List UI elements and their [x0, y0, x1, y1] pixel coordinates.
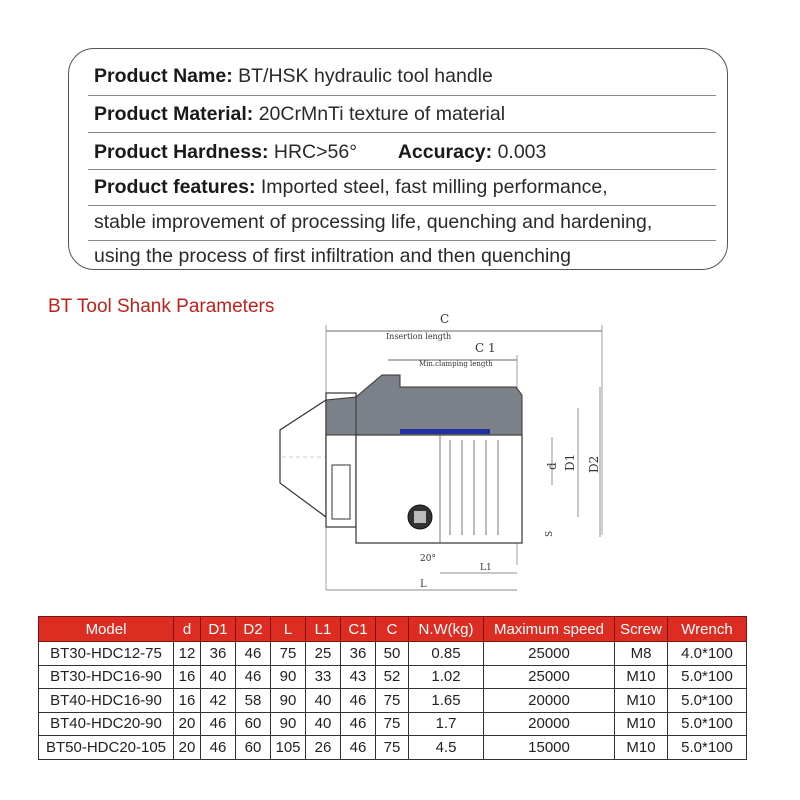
table-cell: 58 — [236, 689, 271, 713]
table-header-row — [39, 617, 747, 642]
table-cell: 60 — [236, 736, 271, 760]
table-cell: 90 — [271, 712, 306, 736]
table-cell: M8 — [615, 642, 668, 666]
header-max-speed: Maximum speed — [484, 617, 615, 642]
holder-body — [356, 435, 522, 543]
section-view — [356, 375, 522, 435]
header-d: d — [174, 617, 201, 642]
table-cell: 40 — [306, 712, 341, 736]
label-angle: 20° — [420, 554, 436, 564]
table-cell: 40 — [306, 689, 341, 713]
label-d: d — [545, 462, 559, 470]
table-cell: 36 — [201, 642, 236, 666]
table-cell: 36 — [341, 642, 376, 666]
table-cell: 105 — [271, 736, 306, 760]
table-cell: 46 — [201, 736, 236, 760]
table-body — [39, 642, 747, 760]
table-row — [39, 642, 747, 666]
table-cell: 46 — [341, 689, 376, 713]
header-d2: D2 — [236, 617, 271, 642]
product-features-text-2: stable improvement of processing life, quenching and hardening, — [94, 211, 653, 233]
table-cell: 15000 — [484, 736, 615, 760]
table-cell: BT50-HDC20-105 — [39, 736, 174, 760]
table-row — [39, 712, 747, 736]
table-cell: M10 — [615, 689, 668, 713]
divider — [88, 169, 716, 170]
product-features-line — [94, 171, 608, 203]
product-material-label: Product Material: — [94, 103, 254, 125]
table-cell: 33 — [306, 665, 341, 689]
table-cell: 25000 — [484, 665, 615, 689]
table-row — [39, 689, 747, 713]
header-l1: L1 — [306, 617, 341, 642]
table-cell: 75 — [271, 642, 306, 666]
table-cell: 75 — [376, 736, 409, 760]
divider — [88, 95, 716, 96]
label-insertion-length: Insertion length — [386, 332, 452, 341]
table-cell: 1.65 — [409, 689, 484, 713]
product-name-value: BT/HSK hydraulic tool handle — [238, 65, 493, 87]
table-cell: BT30-HDC12-75 — [39, 642, 174, 666]
table-cell: M10 — [615, 712, 668, 736]
product-features-label: Product features: — [94, 176, 256, 198]
flange-groove — [332, 465, 350, 519]
header-c: C — [376, 617, 409, 642]
label-d1: D1 — [563, 453, 577, 471]
table-cell: 42 — [201, 689, 236, 713]
section-view-flange — [326, 397, 356, 435]
table-cell: 12 — [174, 642, 201, 666]
header-d1: D1 — [201, 617, 236, 642]
table-cell: 46 — [236, 642, 271, 666]
table-cell: 46 — [341, 712, 376, 736]
product-material-line — [94, 98, 505, 130]
table-cell: 20000 — [484, 689, 615, 713]
table-cell: 0.85 — [409, 642, 484, 666]
table-cell: 20000 — [484, 712, 615, 736]
table-cell: 20 — [174, 712, 201, 736]
table-cell: 16 — [174, 689, 201, 713]
header-wrench: Wrench — [668, 617, 747, 642]
header-c1: C1 — [341, 617, 376, 642]
accuracy-label: Accuracy: — [397, 141, 493, 163]
accuracy-value: 0.003 — [497, 141, 547, 163]
table-row — [39, 665, 747, 689]
oil-chamber — [400, 429, 490, 434]
table-cell: 52 — [376, 665, 409, 689]
table-cell: 90 — [271, 689, 306, 713]
parameters-table — [38, 616, 747, 760]
label-d2: D2 — [587, 455, 601, 473]
product-hardness-value: HRC>56° — [273, 141, 357, 163]
screw-hex — [414, 511, 426, 523]
product-name-label: Product Name: — [94, 65, 233, 87]
table-cell: 25 — [306, 642, 341, 666]
divider — [88, 132, 716, 133]
table-cell: 50 — [376, 642, 409, 666]
table-cell: 1.7 — [409, 712, 484, 736]
table-cell: 26 — [306, 736, 341, 760]
product-hardness-line — [94, 136, 546, 168]
product-name-line — [94, 60, 493, 92]
table-cell: 75 — [376, 712, 409, 736]
table-cell: 60 — [236, 712, 271, 736]
product-hardness-label: Product Hardness: — [94, 141, 269, 163]
table-cell: 40 — [201, 665, 236, 689]
table-cell: 46 — [236, 665, 271, 689]
table-cell: 90 — [271, 665, 306, 689]
table-cell: 75 — [376, 689, 409, 713]
table-cell: 46 — [201, 712, 236, 736]
table-cell: 20 — [174, 736, 201, 760]
section-title: BT Tool Shank Parameters — [48, 296, 275, 317]
table-cell: 5.0*100 — [668, 712, 747, 736]
tool-shank-diagram — [270, 305, 620, 603]
table-cell: 16 — [174, 665, 201, 689]
table-cell: 43 — [341, 665, 376, 689]
table-row — [39, 736, 747, 760]
table-cell: 25000 — [484, 642, 615, 666]
table-cell: M10 — [615, 665, 668, 689]
table-cell: 5.0*100 — [668, 736, 747, 760]
label-min-clamping-length: Min.clamping length — [419, 360, 493, 368]
product-features-text-3: using the process of first infiltration and then quenching — [94, 245, 571, 267]
header-l: L — [271, 617, 306, 642]
table-cell: M10 — [615, 736, 668, 760]
table-cell: BT40-HDC16-90 — [39, 689, 174, 713]
label-c1: C 1 — [475, 341, 496, 355]
table-cell: 4.0*100 — [668, 642, 747, 666]
header-weight: N.W(kg) — [409, 617, 484, 642]
table-cell: 4.5 — [409, 736, 484, 760]
header-model: Model — [39, 617, 174, 642]
table-cell: 46 — [341, 736, 376, 760]
product-material-value: 20CrMnTi texture of material — [258, 103, 506, 125]
label-c: C — [440, 312, 450, 326]
header-screw: Screw — [615, 617, 668, 642]
table-cell: 5.0*100 — [668, 689, 747, 713]
label-l: L — [420, 579, 427, 590]
table-cell: 1.02 — [409, 665, 484, 689]
taper-shank — [280, 400, 326, 517]
table-cell: BT30-HDC16-90 — [39, 665, 174, 689]
product-features-text-1: Imported steel, fast milling performance, — [260, 176, 608, 198]
table-cell: BT40-HDC20-90 — [39, 712, 174, 736]
label-s: S — [545, 530, 555, 537]
table-cell: 5.0*100 — [668, 665, 747, 689]
label-l1: L1 — [480, 563, 492, 573]
